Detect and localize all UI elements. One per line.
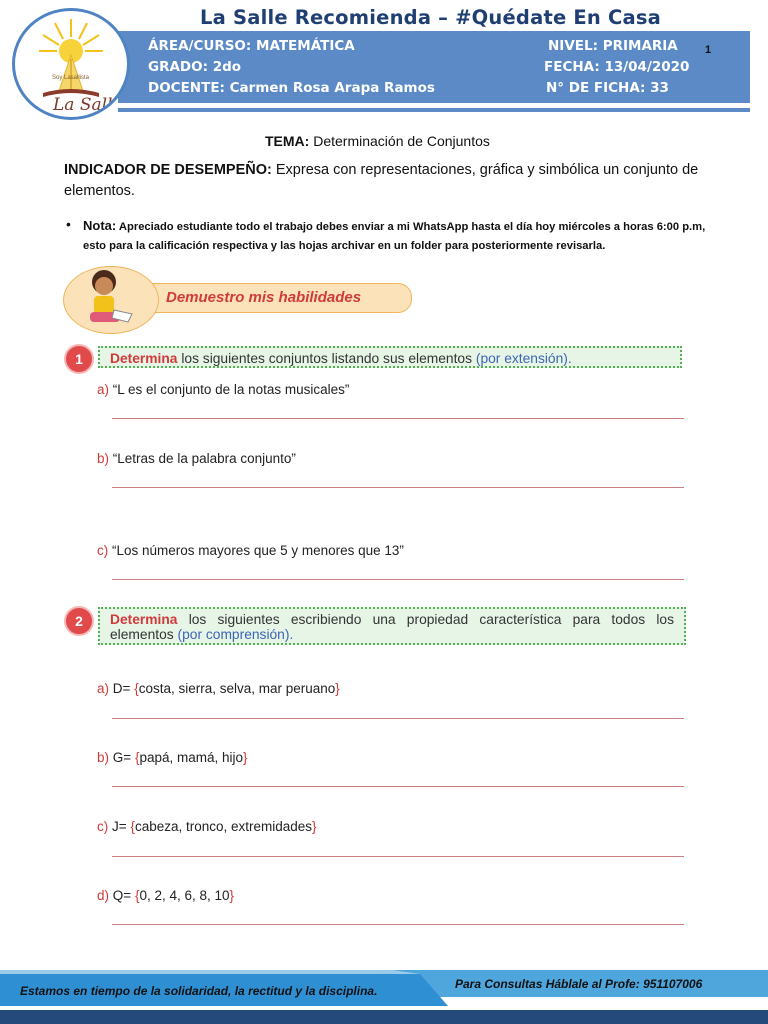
footer-bottom-bar — [0, 1010, 768, 1024]
exercise-1-item-a — [97, 382, 349, 397]
exercise-1-item-b — [97, 451, 296, 466]
footer-motto: Estamos en tiempo de la solidaridad, la rectitud y la disciplina. — [20, 984, 378, 998]
exercise-2-keyword: Determina — [110, 612, 178, 627]
document-title: La Salle Recomienda – #Quédate En Casa — [200, 6, 662, 29]
close-brace: } — [229, 888, 235, 903]
item-label: d) — [97, 888, 110, 903]
exercise-2-item-c — [97, 819, 317, 834]
exercise-2-text: los siguientes escribiendo una propiedad característica para todos los elementos — [110, 612, 674, 642]
set-name: D= — [112, 681, 131, 696]
bullet-icon: • — [66, 216, 71, 232]
set-content: 0, 2, 4, 6, 8, 10 — [139, 888, 230, 903]
tema-label: TEMA: — [265, 133, 310, 149]
exercise-1-badge: 1 — [64, 344, 94, 374]
la-salle-logo — [12, 8, 130, 120]
set-content: cabeza, tronco, extremidades — [134, 819, 313, 834]
header-divider — [118, 108, 750, 112]
item-label: a) — [97, 681, 110, 696]
exercise-1-hint: (por extensión). — [475, 351, 572, 366]
item-label: c) — [97, 819, 109, 834]
exercise-1-instruction — [98, 346, 682, 368]
set-name: G= — [112, 750, 132, 765]
nota-value: Apreciado estudiante todo el trabajo debes enviar a mi WhatsApp hasta el día hoy miércoles a horas 6:00 p.m, esto para la calificación respectiva y las hojas archivar en un folder para posteriormente revisarla. — [83, 221, 706, 252]
item-label: c) — [97, 543, 109, 558]
indicador-value: Expresa con representaciones, gráfica y simbólica un conjunto de elementos. — [64, 162, 699, 199]
exercise-2-item-a — [97, 681, 340, 696]
area-field: ÁREA/CURSO: MATEMÁTICA — [148, 38, 355, 54]
answer-line[interactable] — [112, 718, 684, 719]
open-brace: { — [134, 750, 140, 765]
nota-paragraph — [83, 216, 723, 256]
footer-contact: Para Consultas Háblale al Profe: 951107006 — [455, 977, 703, 991]
set-name: Q= — [112, 888, 132, 903]
exercise-2-instruction — [98, 607, 686, 645]
close-brace: } — [335, 681, 340, 696]
item-label: b) — [97, 750, 110, 765]
ficha-field: N° DE FICHA: 33 — [546, 80, 669, 96]
nota-label: Nota: — [83, 218, 117, 233]
item-text: “Los números mayores que 5 y menores que 13” — [112, 543, 404, 558]
fecha-field: FECHA: 13/04/2020 — [544, 59, 690, 75]
exercise-2-item-d — [97, 888, 234, 903]
docente-field: DOCENTE: Carmen Rosa Arapa Ramos — [148, 80, 435, 96]
indicador-label: INDICADOR DE DESEMPEÑO: — [64, 162, 272, 178]
item-text: “L es el conjunto de la notas musicales” — [112, 382, 350, 397]
exercise-2-item-b — [97, 750, 248, 765]
exercise-1-text: los siguientes conjuntos listando sus elementos — [181, 351, 472, 366]
skills-banner-label: Demuestro mis habilidades — [166, 289, 362, 306]
close-brace: } — [312, 819, 317, 834]
answer-line[interactable] — [112, 924, 684, 925]
item-label: a) — [97, 382, 110, 397]
exercise-1-keyword: Determina — [110, 351, 178, 366]
indicador-paragraph — [64, 160, 724, 202]
open-brace: { — [130, 819, 135, 834]
set-content: costa, sierra, selva, mar peruano — [138, 681, 336, 696]
grado-field: GRADO: 2do — [148, 59, 242, 75]
answer-line[interactable] — [112, 786, 684, 787]
open-brace: { — [134, 681, 139, 696]
exercise-2-badge: 2 — [64, 606, 94, 636]
answer-line[interactable] — [112, 579, 684, 580]
nivel-field: NIVEL: PRIMARIA — [548, 38, 678, 54]
tema-value: Determinación de Conjuntos — [313, 133, 490, 149]
answer-line[interactable] — [112, 418, 684, 419]
item-label: b) — [97, 451, 110, 466]
set-name: J= — [112, 819, 127, 834]
exercise-1-item-c — [97, 543, 404, 558]
logo-text: La Salle — [53, 95, 123, 115]
answer-line[interactable] — [112, 856, 684, 857]
item-text: “Letras de la palabra conjunto” — [112, 451, 296, 466]
open-brace: { — [134, 888, 140, 903]
exercise-2-hint: (por comprensión). — [177, 627, 294, 642]
tema-line — [265, 133, 490, 149]
girl-reading-icon — [78, 268, 138, 330]
answer-line[interactable] — [112, 487, 684, 488]
page-number: 1 — [705, 44, 712, 56]
logo-small-text: Soy Lasallista — [52, 75, 90, 81]
close-brace: } — [243, 750, 248, 765]
set-content: papá, mamá, hijo — [139, 750, 244, 765]
